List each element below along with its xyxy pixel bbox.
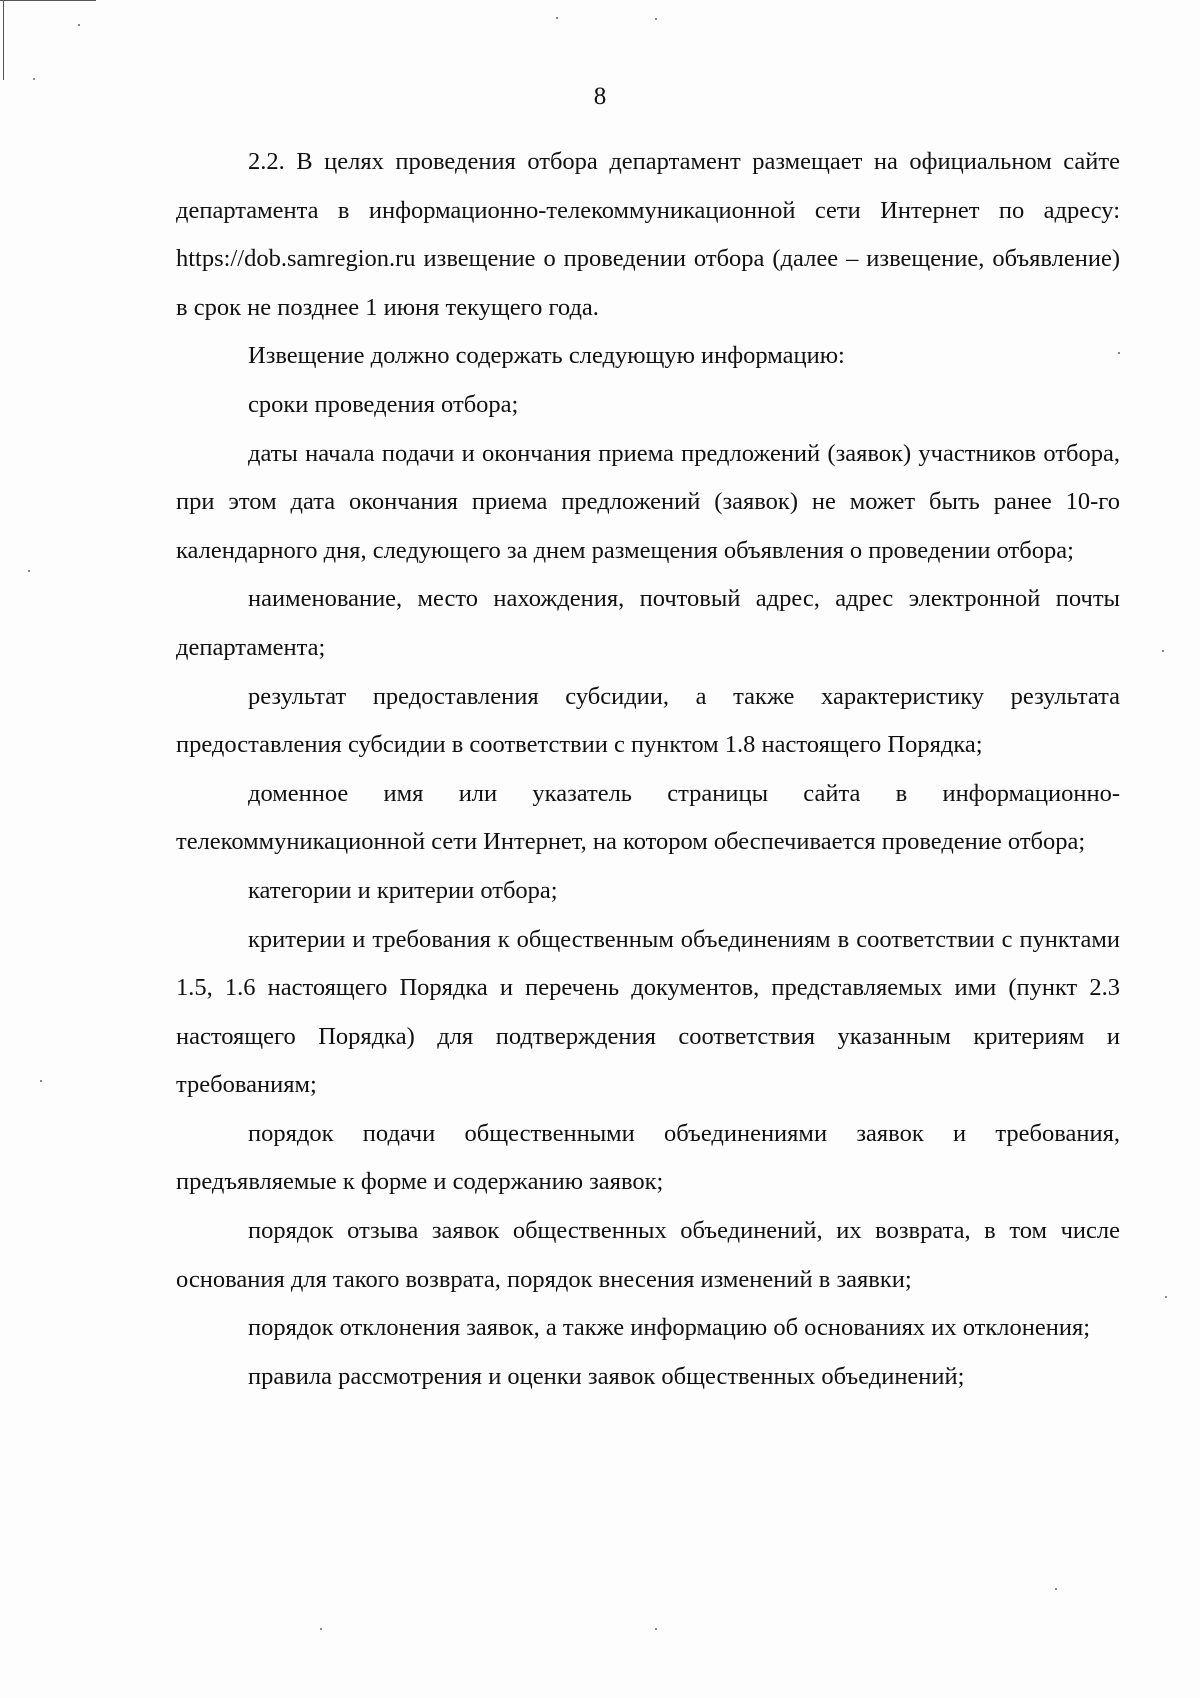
page-number: 8 [593,83,607,110]
scan-speck [1165,1296,1167,1298]
list-item-application-procedure: порядок подачи общественными объединениями заявок и требования, предъявляемые к форме и содержанию заявок; [176,1119,1120,1196]
scan-speck [33,78,35,80]
scan-speck [655,1628,657,1630]
list-item-website-domain: доменное имя или указатель страницы сайта в информационно-телекоммуникационной сети Интернет, на котором обеспечивается проведение отбора; [176,779,1120,856]
list-item-department-contacts: наименование, место нахождения, почтовый адрес, адрес электронной почты департамента; [176,585,1120,661]
list-item-withdrawal-procedure: порядок отзыва заявок общественных объединений, их возврата, в том числе основания для такого возврата, порядок внесения изменений в заявки; [176,1217,1120,1293]
document-body [176,138,1120,1401]
list-item-applicant-requirements: критерии и требования к общественным объединениям в соответствии с пунктами 1.5, 1.6 настоящего Порядка и перечень документов, представляемых ими (пункт 2.3 настоящего Порядка) для подтверждения соответствия указанным критериям и требованиям; [176,925,1120,1099]
list-item-submission-dates: даты начала подачи и окончания приема предложений (заявок) участников отбора, при этом дата окончания приема предложений (заявок) не может быть ранее 10-го календарного дня, следующего за днем размещения объявления о проведении отбора; [176,439,1120,564]
list-item-selection-timing: сроки проведения отбора; [248,390,519,418]
scan-speck [556,17,558,19]
list-item-rejection-procedure: порядок отклонения заявок, а также информацию об основаниях их отклонения; [248,1314,1091,1342]
list-item-selection-categories: категории и критерии отбора; [248,876,558,904]
scan-speck [78,24,80,26]
scan-speck [320,1628,322,1630]
scan-speck [1055,1588,1057,1590]
scan-edge-mark [0,0,96,1]
paragraph-2-2: 2.2. В целях проведения отбора департамент размещает на официальном сайте департамента в информационно-телекоммуникационной сети Интернет по адресу: https://dob.samregion.ru извещение о проведении отбора (далее – извещение, объявление) в срок не позднее 1 июня текущего года. [176,148,1120,321]
scan-speck [28,570,30,572]
paragraph-notice-intro: Извещение должно содержать следующую информацию: [248,342,845,370]
list-item-subsidy-result: результат предоставления субсидии, а также характеристику результата предоставления субсидии в соответствии с пунктом 1.8 настоящего Порядка; [176,682,1120,759]
scan-speck [1162,650,1164,652]
scan-edge-mark [3,0,4,80]
list-item-evaluation-rules: правила рассмотрения и оценки заявок общественных объединений; [248,1362,965,1390]
scan-speck [40,1080,42,1082]
scan-speck [655,18,657,20]
